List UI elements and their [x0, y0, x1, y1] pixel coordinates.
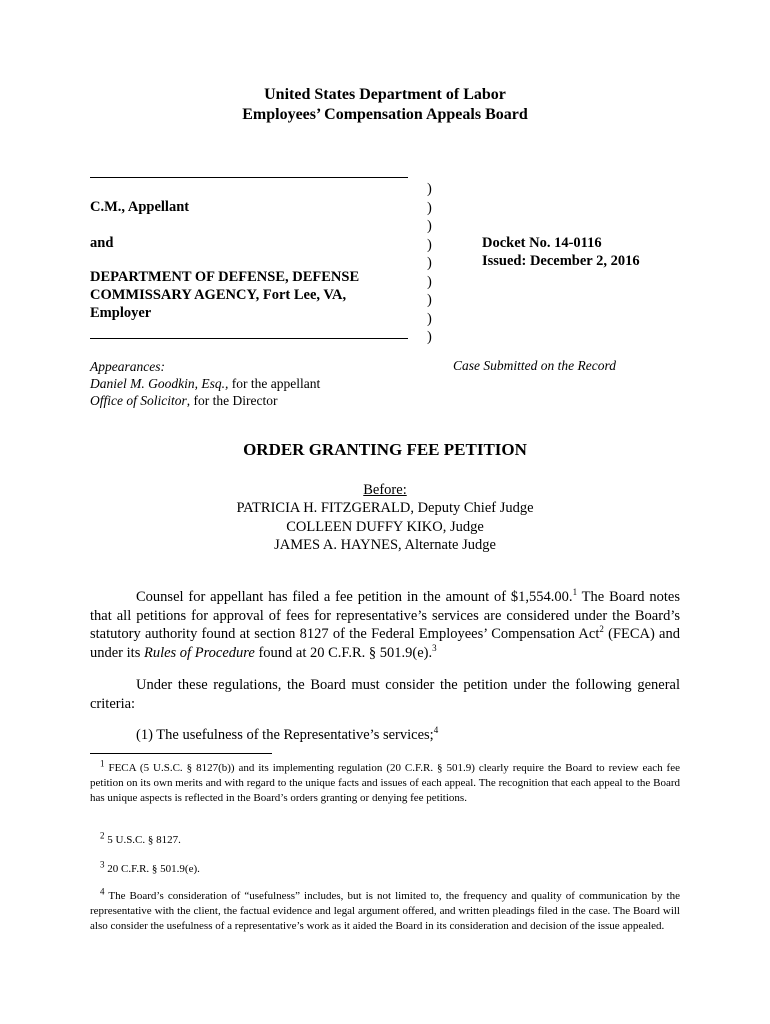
judge-name: COLLEEN DUFFY KIKO, Judge [286, 518, 484, 535]
body-text-italic: Rules of Procedure [143, 644, 255, 661]
appearance-counsel-role: for the appellant [228, 376, 321, 391]
footnote-2 [90, 830, 680, 848]
footnote-number: 4 [100, 886, 105, 897]
caption-paren: ) [427, 329, 432, 345]
judge-name: JAMES A. HAYNES, Alternate Judge [274, 536, 496, 553]
body-text: Counsel for appellant has filed a fee petition in the amount of $1,554.00. [136, 589, 573, 605]
body-text: Under these regulations, the Board must consider the petition under the following general criteria: [90, 677, 680, 712]
employer-line: COMMISSARY AGENCY, Fort Lee, VA, [90, 287, 347, 303]
employer-line: DEPARTMENT OF DEFENSE, DEFENSE [90, 269, 360, 285]
body-text: (1) The usefulness of the Representative’s services; [136, 727, 434, 743]
caption-paren-column [427, 180, 432, 347]
footnote-ref[interactable]: 3 [432, 642, 437, 653]
board-name: Employees’ Compensation Appeals Board [242, 106, 528, 123]
footnote-text: The Board’s consideration of “usefulness” includes, but is not limited to, the frequency and quality of communication by the representative with the client, the factual evidence and legal argument offered, and written pleadings filed in the case. The Board will also consider the usefulness of a representative’s work as it aided the Board in its consideration and decision of the issue appealed. [90, 890, 680, 932]
appearance-director-name: Office of Solicitor [90, 393, 187, 408]
employer-line: Employer [90, 305, 152, 321]
footnote-4 [90, 886, 680, 933]
caption-paren: ) [427, 236, 432, 253]
appellant-name: C.M., Appellant [90, 199, 190, 215]
body-paragraph-2 [90, 676, 680, 713]
footnote-text: 20 C.F.R. § 501.9(e). [107, 863, 200, 875]
caption-paren: ) [427, 273, 432, 290]
criteria-item-1 [90, 726, 680, 745]
appearance-director-role: , for the Director [186, 393, 278, 408]
footnote-ref[interactable]: 4 [433, 725, 439, 736]
caption-bottom-rule [90, 338, 408, 339]
caption-paren: ) [427, 181, 432, 197]
footnote-ref[interactable]: 2 [599, 624, 604, 635]
footnote-ref[interactable]: 1 [572, 587, 578, 598]
employer-block [90, 268, 359, 322]
before-label: Before: [363, 482, 407, 498]
appearances-heading: Appearances: [90, 359, 165, 374]
footnote-number: 1 [100, 758, 105, 769]
footnote-text: FECA (5 U.S.C. § 8127(b)) and its implementing regulation (20 C.F.R. § 501.9) clearly require the Board to review each fee petition on its own merits and with regard to the unique facts and issues of each appeal. The recognition that each appeal to the Board has unique aspects is reflected in the Board’s orders granting or denying fee petitions. [90, 762, 680, 804]
footnote-1 [90, 758, 680, 805]
caption-and: and [90, 235, 114, 251]
issued-date: Issued: December 2, 2016 [482, 253, 640, 269]
footnote-number: 3 [100, 859, 105, 870]
body-paragraph-1 [90, 588, 680, 662]
judge-name: PATRICIA H. FITZGERALD, Deputy Chief Judge [236, 500, 534, 517]
body-text: (FECA) and under its [90, 626, 680, 661]
docket-number: Docket No. 14-0116 [482, 235, 602, 251]
case-submitted-note: Case Submitted on the Record [453, 358, 616, 373]
agency-name: United States Department of Labor [264, 86, 506, 103]
judge-panel [0, 481, 770, 554]
footnote-3 [90, 859, 680, 877]
footnote-number: 2 [100, 830, 105, 841]
appearances-block [90, 358, 320, 409]
appearance-counsel-name: Daniel M. Goodkin, Esq., [90, 376, 229, 391]
caption-paren: ) [427, 255, 432, 271]
caption-paren: ) [427, 292, 432, 308]
footnote-separator [90, 753, 272, 754]
caption-paren: ) [427, 218, 432, 234]
footnote-text: 5 U.S.C. § 8127. [107, 834, 181, 846]
appearance-line [90, 392, 320, 409]
order-title: ORDER GRANTING FEE PETITION [243, 440, 527, 459]
body-text: found at 20 C.F.R. § 501.9(e). [254, 644, 433, 661]
caption-paren: ) [427, 199, 432, 216]
body-text: The Board notes that all petitions for approval of fees for representative’s services are considered under the Board’s statutory authority found at section 8127 of the Federal Employees’ Compensation Act [90, 589, 680, 642]
caption-top-rule [90, 177, 408, 178]
appearance-line [90, 375, 320, 392]
caption-paren: ) [427, 310, 432, 327]
